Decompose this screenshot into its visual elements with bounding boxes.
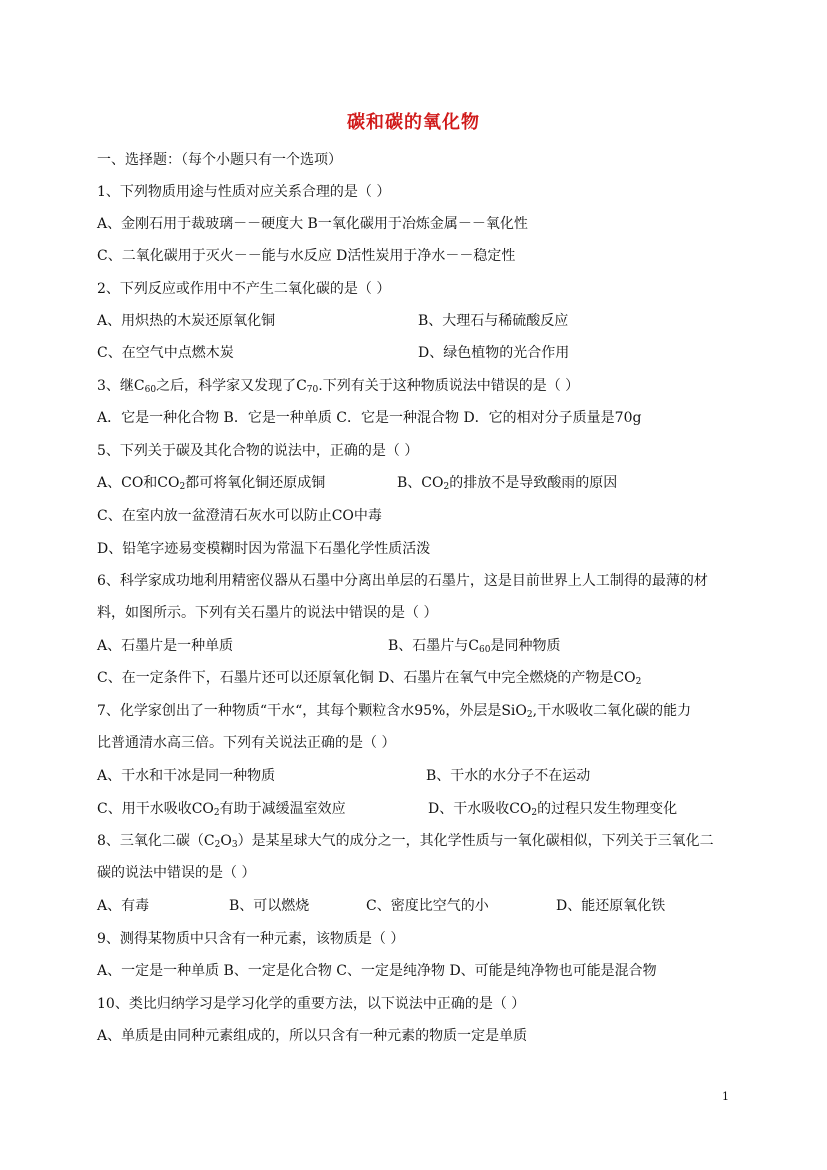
- question-10-stem: 10、类比归纳学习是学习化学的重要方法，以下说法中正确的是（ ）: [97, 996, 526, 1012]
- question-6-options-ab: [97, 636, 561, 656]
- page-title: 碳和碳的氧化物: [347, 112, 480, 133]
- option-c: C、密度比空气的小: [366, 898, 489, 914]
- subscript: 2: [214, 840, 221, 850]
- question-3-options: A．它是一种化合物 B．它是一种单质 C．它是一种混合物 D．它的相对分子质量是70g: [97, 410, 642, 426]
- question-5-option-d: D、铅笔字迹易变模糊时因为常温下石墨化学性质活泼: [97, 541, 431, 557]
- option-a: [97, 475, 325, 491]
- stem-part: 7、化学家创出了一种物质“干水“，其每个颗粒含水95%，外层是SiO: [97, 703, 527, 719]
- question-1-options-ab: A、金刚石用于裁玻璃－－硬度大 B一氧化碳用于冶炼金属－－氧化性: [97, 216, 528, 232]
- question-5-stem: 5、下列关于碳及其化合物的说法中，正确的是（ ）: [97, 443, 419, 459]
- question-5-options-ab: [97, 473, 618, 493]
- stem-part: 3、继C: [97, 378, 145, 394]
- stem-part: 之后，科学家又发现了C: [156, 378, 307, 394]
- question-3-stem: [97, 376, 579, 396]
- question-6-stem-line2: 料，如图所示。下列有关石墨片的说法中错误的是（ ）: [97, 605, 438, 621]
- option-text: 都可将氧化铜还原成铜: [185, 475, 326, 491]
- question-10-option-a: A、单质是由同种元素组成的，所以只含有一种元素的物质一定是单质: [97, 1028, 528, 1044]
- question-7-stem-line1: [97, 701, 691, 721]
- question-2-options-cd: [97, 343, 570, 363]
- question-7-options-cd: [97, 799, 678, 819]
- option-text: A、CO和CO: [97, 475, 180, 491]
- subscript: 2: [179, 482, 186, 492]
- stem-part: O: [220, 833, 232, 849]
- option-text: 有助于减缓温室效应: [219, 801, 346, 817]
- subscript: 70: [306, 385, 319, 395]
- option-text: 是同种物质: [490, 638, 561, 654]
- subscript: 60: [479, 645, 491, 655]
- stem-part: ,干水吸收二氧化碳的能力: [532, 703, 692, 719]
- question-5-option-c: C、在室内放一盆澄清石灰水可以防止CO中毒: [97, 508, 382, 524]
- option-b: B、干水的水分子不在运动: [426, 768, 591, 784]
- subscript: 2: [635, 677, 642, 687]
- option-a: A、用炽热的木炭还原氧化铜: [97, 313, 276, 329]
- question-9-stem: 9、测得某物质中只含有一种元素，该物质是（ ）: [97, 931, 405, 947]
- question-8-stem-line1: [97, 831, 714, 851]
- subscript: 2: [443, 482, 450, 492]
- option-b: [397, 473, 617, 493]
- option-a: A、石墨片是一种单质: [97, 638, 234, 654]
- stem-part: ）是某星球大气的成分之一，其化学性质与一氧化碳相似，下列关于三氧化二: [237, 833, 714, 849]
- question-1-stem: 1、下列物质用途与性质对应关系合理的是（ ）: [97, 184, 391, 200]
- option-d: D、绿色植物的光合作用: [418, 345, 570, 361]
- option-text: B、石墨片与C: [388, 638, 479, 654]
- stem-part: 8、三氧化二碳（C: [97, 833, 215, 849]
- question-7-stem-line2: 比普通清水高三倍。下列有关说法正确的是（ ）: [97, 735, 396, 751]
- option-a: A、干水和干冰是同一种物质: [97, 768, 276, 784]
- option-b: B、可以燃烧: [229, 898, 310, 914]
- section-heading: 一、选择题：（每个小题只有一个选项）: [97, 152, 342, 168]
- question-6-options-cd: [97, 668, 641, 688]
- option-a: A、有毒: [97, 898, 150, 914]
- question-7-options-ab: [97, 766, 591, 786]
- question-1-options-cd: C、二氧化碳用于灭火－－能与水反应 D活性炭用于净水－－稳定性: [97, 248, 516, 264]
- page-number: 1: [722, 1090, 729, 1103]
- question-2-options-ab: [97, 311, 569, 331]
- option-text: 的过程只发生物理变化: [537, 801, 678, 817]
- option-d: D、能还原氧化铁: [556, 898, 666, 914]
- subscript: 3: [231, 840, 238, 850]
- subscript: 2: [213, 808, 220, 818]
- question-2-stem: 2、下列反应或作用中不产生二氧化碳的是（ ）: [97, 281, 391, 297]
- option-text: C、用干水吸收CO: [97, 801, 214, 817]
- subscript: 2: [531, 808, 538, 818]
- subscript: 60: [144, 385, 157, 395]
- question-8-options: [97, 896, 666, 916]
- option-text: B、CO: [397, 475, 444, 491]
- option-text: D、干水吸收CO: [428, 801, 532, 817]
- option-d: [428, 799, 677, 819]
- option-text: C、在一定条件下，石墨片还可以还原氧化铜 D、石墨片在氧气中完全燃烧的产物是CO: [97, 670, 636, 686]
- question-9-options: A、一定是一种单质 B、一定是化合物 C、一定是纯净物 D、可能是纯净物也可能是混合物: [97, 963, 657, 979]
- option-b: [388, 636, 560, 656]
- option-c: C、在空气中点燃木炭: [97, 345, 234, 361]
- question-8-stem-line2: 碳的说法中错误的是（ ）: [97, 865, 256, 881]
- stem-part: .下列有关于这种物质说法中错误的是（ ）: [318, 378, 580, 394]
- option-b: B、大理石与稀硫酸反应: [418, 313, 569, 329]
- option-text: 的排放不是导致酸雨的原因: [449, 475, 618, 491]
- option-c: [97, 801, 346, 817]
- question-6-stem-line1: 6、科学家成功地利用精密仪器从石墨中分离出单层的石墨片，这是目前世界上人工制得的最薄的材: [97, 573, 708, 589]
- subscript: 2: [526, 710, 533, 720]
